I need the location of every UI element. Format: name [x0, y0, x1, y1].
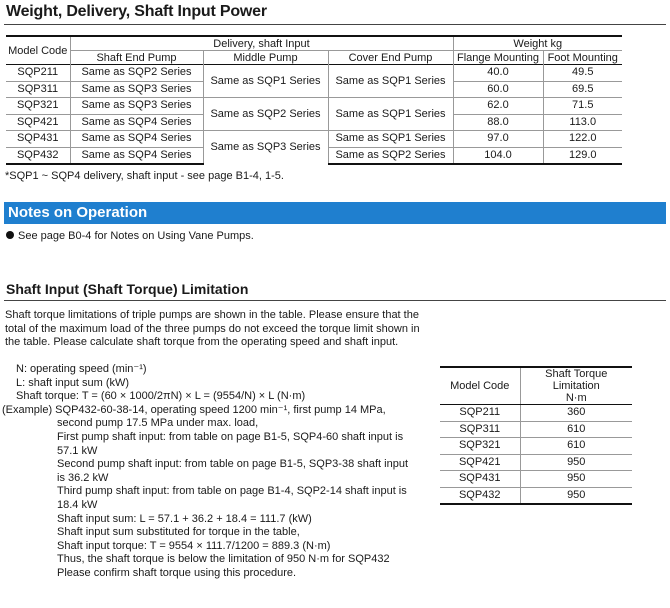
model-cell: SQP432 — [440, 487, 520, 504]
cover-cell: Same as SQP1 Series — [328, 98, 453, 131]
torque-header-line2: N·m — [565, 392, 587, 404]
table-row — [6, 98, 622, 115]
flange-cell: 104.0 — [453, 147, 543, 164]
shaft-end-cell: Same as SQP3 Series — [70, 81, 203, 98]
calc-line: Thus, the shaft torque is below the limitation of 950 N·m for SQP432 — [57, 553, 390, 566]
foot-cell: 113.0 — [543, 114, 622, 131]
bullet-icon — [6, 231, 14, 239]
limit-cell: 360 — [520, 405, 632, 422]
foot-cell: 129.0 — [543, 147, 622, 164]
calc-line: 57.1 kW — [57, 444, 98, 457]
torque-calculation — [0, 363, 440, 581]
calc-line: second pump 17.5 MPa under max. load, — [57, 417, 259, 430]
foot-cell: 71.5 — [543, 98, 622, 115]
table-row — [6, 131, 622, 148]
calc-line: Please confirm shaft torque using this procedure. — [57, 566, 297, 579]
calc-line: 18.4 kW — [57, 498, 98, 511]
table-row — [440, 454, 632, 471]
notes-title: Notes on Operation — [8, 204, 148, 221]
header-foot: Foot Mounting — [543, 51, 622, 65]
middle-cell: Same as SQP3 Series — [203, 131, 328, 165]
notes-bullet-text: See page B0-4 for Notes on Using Vane Pumps. — [18, 230, 254, 242]
torque-header-line1: Shaft Torque Limitation — [545, 368, 608, 392]
foot-cell: 49.5 — [543, 65, 622, 82]
model-cell: SQP421 — [6, 114, 70, 131]
section-title-torque: Shaft Input (Shaft Torque) Limitation — [6, 281, 249, 297]
flange-cell: 88.0 — [453, 114, 543, 131]
table-row — [440, 487, 632, 504]
section-title-weight: Weight, Delivery, Shaft Input Power — [6, 3, 267, 20]
calc-line: Second pump shaft input: from table on page B1-5, SQP3-38 shaft input — [57, 458, 408, 471]
calc-line: L: shaft input sum (kW) — [16, 376, 130, 389]
notes-bullet — [6, 230, 254, 242]
section-divider — [4, 24, 666, 25]
cover-cell: Same as SQP2 Series — [328, 147, 453, 164]
shaft-end-cell: Same as SQP4 Series — [70, 131, 203, 148]
flange-cell: 62.0 — [453, 98, 543, 115]
flange-cell: 60.0 — [453, 81, 543, 98]
model-cell: SQP211 — [459, 406, 501, 419]
limit-cell: 950 — [520, 454, 632, 471]
weight-delivery-table — [6, 35, 622, 165]
model-cell: SQP431 — [6, 131, 70, 148]
limit-cell: 950 — [520, 487, 632, 504]
shaft-end-cell: Same as SQP2 Series — [70, 65, 203, 82]
model-cell: SQP421 — [440, 454, 520, 471]
calc-line: Third pump shaft input: from table on page B1-4, SQP2-14 shaft input is — [57, 485, 407, 498]
header-model-code: Model Code — [6, 36, 70, 65]
model-cell: SQP431 — [440, 471, 520, 488]
calc-line: is 36.2 kW — [57, 471, 109, 484]
model-cell: SQP321 — [6, 98, 70, 115]
limit-cell: 950 — [520, 471, 632, 488]
header-cover-end: Cover End Pump — [328, 51, 453, 65]
foot-cell: 69.5 — [543, 81, 622, 98]
table-row — [440, 438, 632, 455]
calc-line: Shaft torque: T = (60 × 1000/2πN) × L = (9554/N) × L (N·m) — [16, 390, 306, 403]
flange-cell: 40.0 — [453, 65, 543, 82]
header-torque-limit — [520, 367, 632, 405]
foot-cell: 122.0 — [543, 131, 622, 148]
model-cell: SQP311 — [6, 81, 70, 98]
calc-line: First pump shaft input: from table on page B1-5, SQP4-60 shaft input is — [57, 430, 404, 443]
calc-line: Shaft input torque: T = 9554 × 111.7/1200 = 889.3 (N·m) — [57, 539, 331, 552]
notes-banner — [4, 202, 666, 224]
table-row — [440, 421, 632, 438]
model-cell: SQP432 — [6, 147, 70, 164]
table-row — [440, 405, 632, 422]
calc-line: Shaft input sum: L = 57.1 + 36.2 + 18.4 = 111.7 (kW) — [57, 512, 312, 525]
model-cell: SQP311 — [440, 421, 520, 438]
shaft-end-cell: Same as SQP4 Series — [70, 114, 203, 131]
table-row — [6, 65, 622, 82]
section-divider — [4, 300, 666, 301]
cover-cell: Same as SQP1 Series — [328, 131, 453, 148]
middle-cell: Same as SQP1 Series — [203, 65, 328, 98]
shaft-end-cell: Same as SQP4 Series — [70, 147, 203, 164]
calc-line: N: operating speed (min⁻¹) — [16, 363, 147, 375]
header-shaft-end: Shaft End Pump — [70, 51, 203, 65]
limit-cell: 610 — [520, 438, 632, 455]
torque-limit-table — [440, 366, 632, 505]
limit-cell: 610 — [520, 421, 632, 438]
shaft-end-cell: Same as SQP3 Series — [70, 98, 203, 115]
middle-cell: Same as SQP2 Series — [203, 98, 328, 131]
table-row — [440, 471, 632, 488]
model-cell: SQP211 — [6, 65, 70, 82]
torque-intro-paragraph: Shaft torque limitations of triple pumps are shown in the table. Please ensure that the total of the maximum load of the three pumps do not exceed the torque limit shown in the table. Please calculate shaft torque from the operating speed and shaft input. — [5, 309, 420, 349]
flange-cell: 97.0 — [453, 131, 543, 148]
header-model-code: Model Code — [440, 367, 520, 405]
calc-line: Shaft input sum substituted for torque in the table, — [57, 526, 300, 539]
header-flange: Flange Mounting — [453, 51, 543, 65]
calc-line: (Example) SQP432-60-38-14, operating speed 1200 min⁻¹, first pump 14 MPa, — [2, 403, 386, 416]
cover-cell: Same as SQP1 Series — [328, 65, 453, 98]
delivery-footnote: *SQP1 ~ SQP4 delivery, shaft input - see page B1-4, 1-5. — [5, 170, 284, 182]
header-delivery-group: Delivery, shaft Input — [70, 36, 453, 51]
header-weight-group: Weight kg — [453, 36, 622, 51]
model-cell: SQP321 — [440, 438, 520, 455]
header-middle: Middle Pump — [203, 51, 328, 65]
